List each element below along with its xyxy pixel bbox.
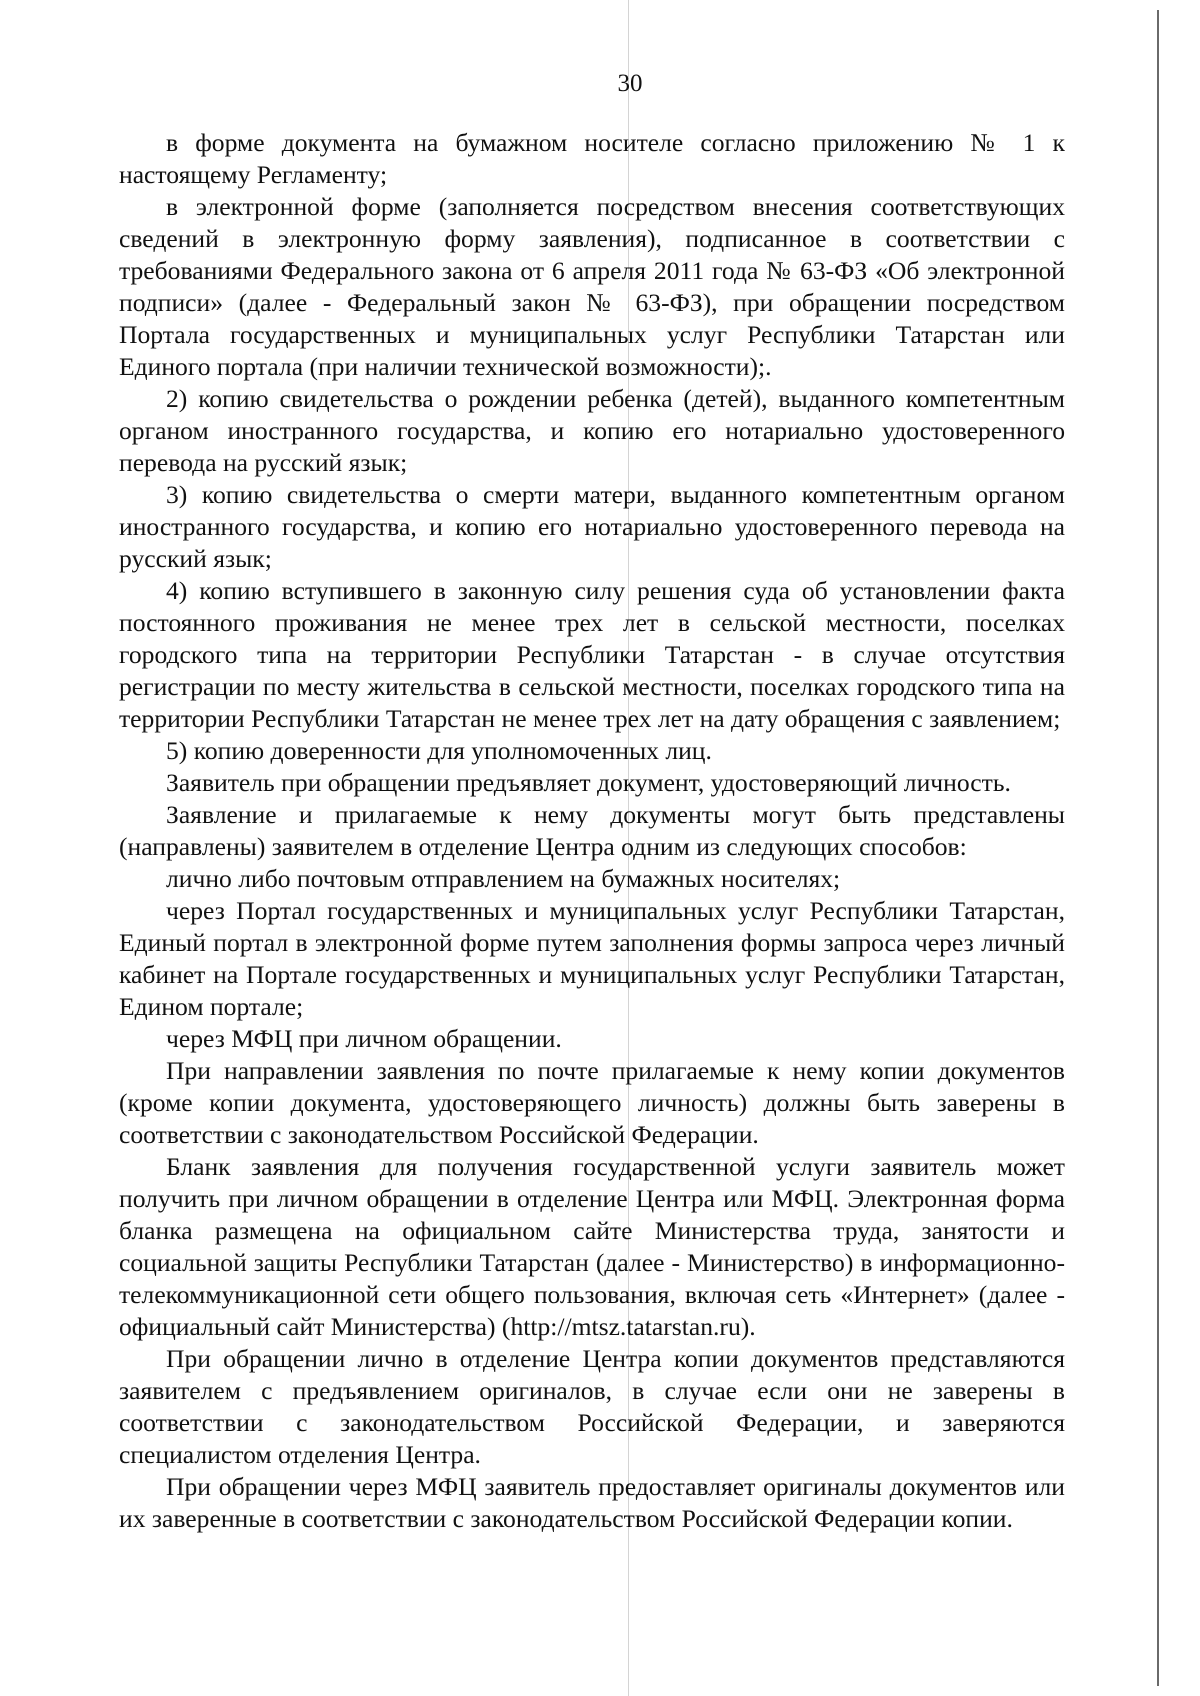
paragraph-postal-copies: При направлении заявления по почте прилагаемые к нему копии документов (кроме копии документа, удостоверяющего личность) должны быть заверены в соответствии с законодательством Российской Федерации.: [119, 1056, 1065, 1149]
paragraph-in-person-mail: лично либо почтовым отправлением на бумажных носителях;: [166, 864, 841, 893]
paragraph-paper-form: в форме документа на бумажном носителе согласно приложению № 1 к настоящему Регламенту;: [119, 128, 1065, 189]
paragraph-portal: через Портал государственных и муниципальных услуг Республики Татарстан, Единый портал в электронной форме путем заполнения формы запроса через личный кабинет на Портале государственных и муниципальных услуг Республики Татарстан, Едином портале;: [119, 896, 1065, 1021]
scan-edge-line: [1157, 10, 1159, 1686]
paragraph-submission-methods: Заявление и прилагаемые к нему документы могут быть представлены (направлены) заявителем в отделение Центра одним из следующих способов:: [119, 800, 1065, 861]
paragraph-mfc-originals: При обращении через МФЦ заявитель предоставляет оригиналы документов или их заверенные в соответствии с законодательством Российской Федерации копии.: [119, 1472, 1065, 1533]
paragraph-identity-document: Заявитель при обращении предъявляет документ, удостоверяющий личность.: [166, 768, 1011, 797]
document-body: [119, 127, 1065, 1535]
paragraph-electronic-form: в электронной форме (заполняется посредством внесения соответствующих сведений в электронную форму заявления), подписанное в соответствии с требованиями Федерального закона от 6 апреля 2011 года № 63-ФЗ «Об электронной подписи» (далее - Федеральный закон № 63-ФЗ), при обращении посредством Портала государственных и муниципальных услуг Республики Татарстан или Единого портала (при наличии технической возможности);.: [119, 192, 1065, 381]
page-number: 30: [617, 70, 643, 97]
paragraph-power-of-attorney: 5) копию доверенности для уполномоченных лиц.: [166, 736, 712, 765]
paragraph-birth-certificate: 2) копию свидетельства о рождении ребенка (детей), выданного компетентным органом иностранного государства, и копию его нотариально удостоверенного перевода на русский язык;: [119, 384, 1065, 477]
paragraph-application-form: Бланк заявления для получения государственной услуги заявитель может получить при личном обращении в отделение Центра или МФЦ. Электронная форма бланка размещена на официальном сайте Министерства труда, занятости и социальной защиты Республики Татарстан (далее - Министерство) в информационно-телекоммуникационной сети общего пользования, включая сеть «Интернет» (далее - официальный сайт Министерства) (http://mtsz.tatarstan.ru).: [119, 1152, 1065, 1341]
paragraph-death-certificate: 3) копию свидетельства о смерти матери, выданного компетентным органом иностранного государства, и копию его нотариально удостоверенного перевода на русский язык;: [119, 480, 1065, 573]
paragraph-personal-visit-copies: При обращении лично в отделение Центра копии документов представляются заявителем с предъявлением оригиналов, в случае если они не заверены в соответствии с законодательством Российской Федерации, и заверяются специалистом отделения Центра.: [119, 1344, 1065, 1469]
paragraph-mfc: через МФЦ при личном обращении.: [166, 1024, 562, 1053]
paragraph-court-decision: 4) копию вступившего в законную силу решения суда об установлении факта постоянного проживания не менее трех лет в сельской местности, поселках городского типа на территории Республики Татарстан - в случае отсутствия регистрации по месту жительства в сельской местности, поселках городского типа на территории Республики Татарстан не менее трех лет на дату обращения с заявлением;: [119, 576, 1065, 733]
